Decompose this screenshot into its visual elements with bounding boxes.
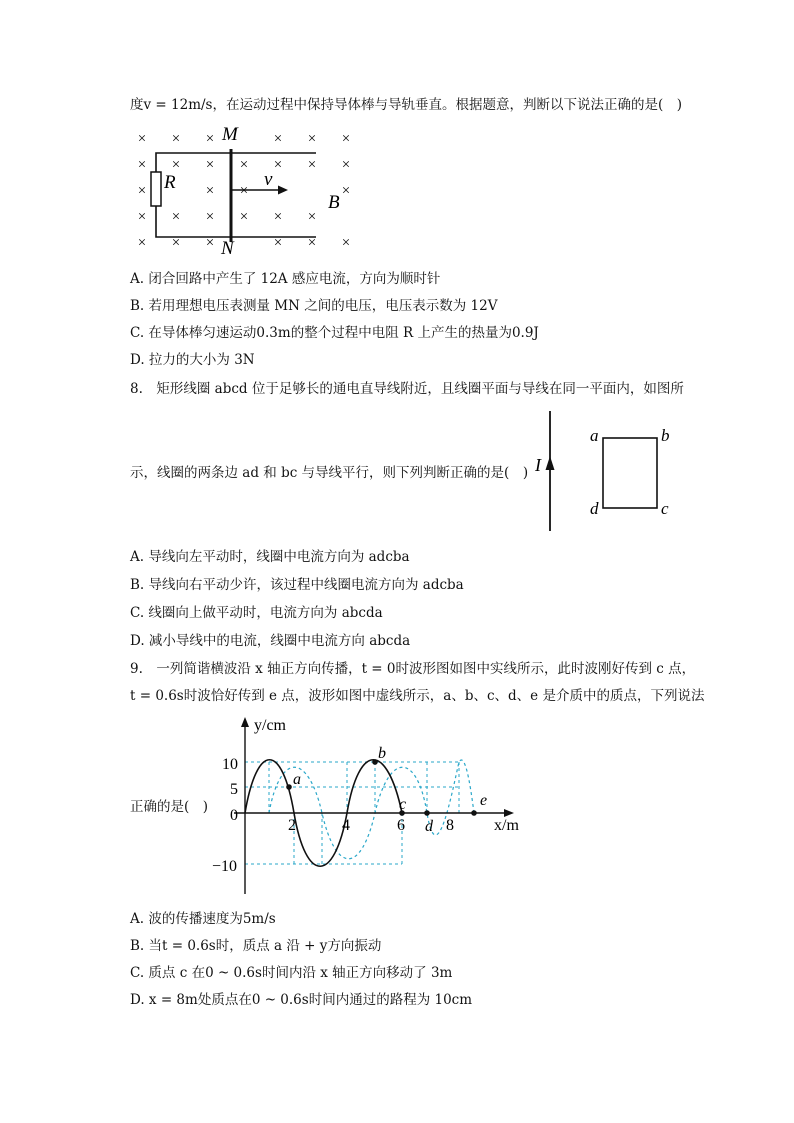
y-tick-10: 10: [222, 756, 238, 773]
point-e-dot: [471, 810, 477, 816]
field-mark: ×: [239, 157, 249, 173]
field-mark: ×: [341, 183, 351, 199]
field-mark: ×: [205, 183, 215, 199]
field-mark: ×: [137, 131, 147, 147]
label-m: M: [222, 124, 238, 145]
q8-figure: [530, 408, 680, 534]
field-mark: ×: [341, 157, 351, 173]
y-axis-label: y/cm: [254, 717, 286, 734]
x-axis-arrow: [504, 809, 514, 817]
q8-line2: 示，线圈的两条边 ad 和 bc 与导线平行，则下列判断正确的是( ): [130, 465, 529, 481]
q8-line1: 8. 矩形线圈 abcd 位于足够长的通电直导线附近，且线圈平面与导线在同一平面内，如图所: [130, 381, 684, 397]
field-mark: ×: [307, 131, 317, 147]
field-mark: ×: [205, 131, 215, 147]
q8-option-d: D. 减小导线中的电流，线圈中电流方向 abcda: [130, 633, 411, 649]
y-tick-5: 5: [230, 781, 238, 798]
q7-option-b: B. 若用理想电压表测量 MN 之间的电压，电压表示数为 12V: [130, 298, 498, 314]
x-tick-6: 6: [397, 817, 405, 834]
point-c-label: c: [399, 796, 407, 813]
point-a-label: a: [293, 771, 301, 788]
y-tick-0: 0: [230, 807, 238, 824]
current-arrow: [546, 456, 555, 470]
point-b-label: b: [378, 745, 386, 762]
x-tick-2: 2: [288, 817, 296, 834]
field-mark: ×: [137, 157, 147, 173]
field-mark: ×: [205, 157, 215, 173]
field-mark: ×: [137, 183, 147, 199]
field-mark: ×: [273, 235, 283, 251]
field-mark: ×: [307, 157, 317, 173]
q8-option-c: C. 线圈向上做平动时，电流方向为 abcda: [130, 605, 383, 621]
q7-intro: 度v = 12m/s，在运动过程中保持导体棒与导轨垂直。根据题意，判断以下说法正确的是( ): [130, 97, 683, 113]
field-mark: ×: [273, 157, 283, 173]
label-b: B: [328, 192, 340, 213]
label-v: v: [264, 169, 273, 190]
field-mark: ×: [171, 235, 181, 251]
q8-option-b: B. 导线向右平动少许，该过程中线圈电流方向为 adcba: [130, 577, 464, 593]
field-mark: ×: [273, 209, 283, 225]
field-mark: ×: [239, 209, 249, 225]
label-coil-d: d: [590, 499, 599, 518]
point-e-label: e: [480, 792, 488, 809]
q9-line1: 9. 一列简谐横波沿 x 轴正方向传播，t = 0时波形图如图中实线所示，此时波刚好传到 c 点，: [130, 661, 696, 677]
field-mark: ×: [307, 235, 317, 251]
label-coil-c: c: [661, 499, 669, 518]
y-axis-arrow: [241, 717, 249, 727]
q7-option-d: D. 拉力的大小为 3N: [130, 352, 255, 368]
field-mark: ×: [137, 209, 147, 225]
label-r: R: [164, 172, 176, 193]
q9-option-c: C. 质点 c 在0 ~ 0.6s时间内沿 x 轴正方向移动了 3m: [130, 965, 453, 981]
resistor-r: [151, 172, 161, 206]
label-i: I: [535, 455, 541, 475]
q9-option-d: D. x = 8m处质点在0 ~ 0.6s时间内通过的路程为 10cm: [130, 992, 473, 1008]
label-coil-a: a: [590, 426, 599, 445]
y-tick-neg10: −10: [212, 858, 238, 875]
label-coil-b: b: [661, 426, 670, 445]
velocity-arrowhead: [278, 186, 288, 195]
q9-option-b: B. 当t = 0.6s时，质点 a 沿 + y方向振动: [130, 938, 382, 954]
q8-option-a: A. 导线向左平动时，线圈中电流方向为 adcba: [130, 549, 410, 565]
q9-wave-figure: [212, 712, 532, 900]
field-mark: ×: [307, 209, 317, 225]
q7-option-c: C. 在导体棒匀速运动0.3m的整个过程中电阻 R 上产生的热量为0.9J: [130, 325, 539, 341]
field-mark: ×: [137, 235, 147, 251]
field-mark: ×: [205, 235, 215, 251]
q9-line3: 正确的是( ): [130, 799, 209, 815]
q9-option-a: A. 波的传播速度为5m/s: [130, 911, 276, 927]
q9-line2: t = 0.6s时波恰好传到 e 点，波形如图中虚线所示，a、b、c、d、e 是介质中的质点，下列说法: [130, 688, 705, 704]
point-b-dot: [372, 759, 378, 765]
x-axis-label: x/m: [494, 817, 519, 834]
field-mark: ×: [171, 131, 181, 147]
field-mark: ×: [341, 131, 351, 147]
field-mark: ×: [171, 157, 181, 173]
field-mark: ×: [341, 235, 351, 251]
x-tick-4: 4: [342, 817, 350, 834]
field-mark: ×: [205, 209, 215, 225]
point-a-dot: [286, 784, 292, 790]
field-mark: ×: [273, 131, 283, 147]
q7-figure: [130, 122, 360, 257]
field-mark: ×: [239, 183, 249, 199]
q7-option-a: A. 闭合回路中产生了 12A 感应电流，方向为顺时针: [130, 271, 441, 287]
field-mark: ×: [171, 209, 181, 225]
point-d-dot: [424, 810, 430, 816]
point-d-label: d: [425, 818, 433, 835]
x-tick-8: 8: [446, 817, 454, 834]
rectangular-coil-abcd: [603, 438, 657, 508]
label-n: N: [221, 238, 234, 257]
